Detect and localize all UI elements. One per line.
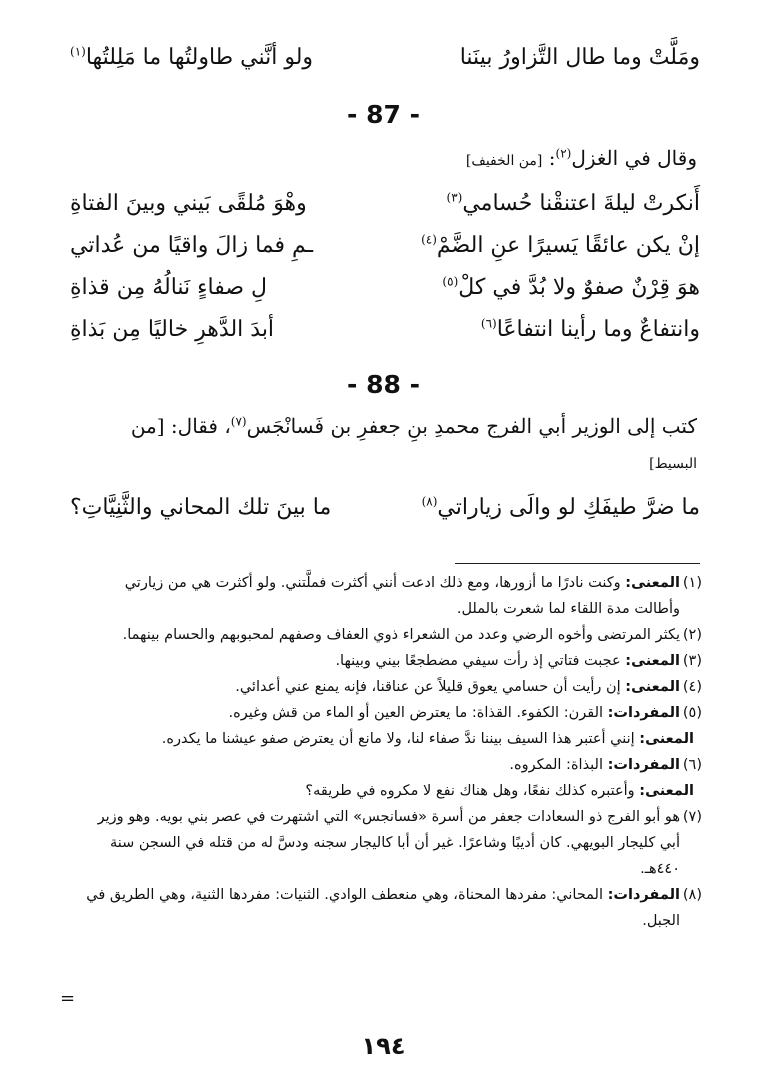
verse-first-hemistich: هوَ قِرْنٌ صفوٌ ولا بُدَّ في كلْ$^{(٥)}$ — [442, 274, 700, 300]
section-87-intro: وقال في الغزل$^{(٢)}$: [من الخفيف] — [465, 146, 697, 170]
verse-second-hemistich: ما بينَ تلك المحاني والثَّنِيَّاتِ؟ — [70, 495, 332, 520]
footnote: (٦) المفردات: البذاة: المكروه. — [509, 757, 702, 773]
footnote-ref[interactable]: (٣) — [446, 190, 463, 205]
verse-first-hemistich: إنْ يكن عائقًا يَسيرًا عنِ الضَّمْ$^{(٤)}$ — [421, 232, 700, 258]
verse-second-hemistich: لِ صفاءٍ نَنالُهُ مِن قذاةِ — [70, 275, 268, 300]
continuation-mark: = — [60, 988, 76, 1009]
footnote: (٧) هو أبو الفرج ذو السعادات جعفر من أسرة «فسانجس» التي اشتهرت في عصر بني بويه. وهو وزير أبي كليجار البويهي. كان أديبًا وشاعرًا. غير أن أبا كاليجار سجنه ودسَّ له من قتله في السجن سنة ٤٤٠هـ. — [97, 809, 702, 877]
page-number: ١٩٤ — [361, 1032, 406, 1060]
footnotes — [78, 570, 702, 934]
footnote-ref[interactable]: (٢) — [555, 146, 572, 161]
section-88-intro: كتب إلى الوزير أبي الفرج محمدِ بنِ جعفرِ بن فَسانْجَس$^{(٧)}$، فقال: [من — [130, 414, 697, 438]
verse-second-hemistich: ولو أنَّني طاولتُها ما مَلِلتُها$^{(١)}$ — [70, 44, 314, 70]
poetic-meter: البسيط] — [649, 456, 697, 472]
poem-verse — [70, 226, 700, 266]
footnote: (٢) يكثر المرتضى وأخوه الرضي وعدد من الشعراء ذوي العفاف وصفهم لمحبوبهم والحسام بينهما. — [122, 627, 702, 643]
poem-verse — [70, 268, 700, 308]
footnote: (٤) المعنى: إن رأيت أن حسامي يعوق قليلاً عن عناقنا، فإنه يمنع عني أعدائي. — [235, 679, 702, 695]
footnote-ref[interactable]: (٥) — [442, 274, 459, 289]
footnote-ref[interactable]: (٧) — [230, 414, 247, 429]
footnote: (١) المعنى: وكنت نادرًا ما أزورها، ومع ذلك ادعت أنني أكثرت فملَّتني. ولو أكثرت هي من زيارتي وأطالت مدة اللقاء لما شعرت بالملل. — [124, 575, 702, 617]
footnote-ref[interactable]: (٤) — [421, 232, 437, 247]
verse-first-hemistich: أَنكرتْ ليلةَ اعتنقْنا حُسامي$^{(٣)}$ — [446, 190, 700, 216]
verse-first-hemistich: ما ضرَّ طيفَكِ لو والَى زياراتي$^{(٨)}$ — [421, 494, 700, 520]
footnote: (٥) المفردات: القرن: الكفوء. القذاة: ما يعترض العين أو الماء من قش وغيره. — [228, 705, 702, 721]
poem-verse — [70, 184, 700, 224]
verse-second-hemistich: ـمِ فما زالَ واقيًا من عُداتي — [70, 233, 314, 258]
footnote-continuation: المعنى: وأعتبره كذلك نفعًا، وهل هناك نفع لا مكروه في طريقه؟ — [305, 783, 694, 799]
footnote: (٣) المعنى: عجبت فتاتي إذ رأت سيفي مضطجعًا بيني وبينها. — [335, 653, 702, 669]
section-number-87: - 87 - — [347, 100, 420, 129]
footnote-separator — [455, 563, 700, 564]
verse-first-hemistich: وانتفاعٌ وما رأينا انتفاعًا$^{(٦)}$ — [480, 316, 700, 342]
footnote-ref[interactable]: (٨) — [421, 494, 438, 509]
poem-verse-top — [70, 38, 700, 78]
poem-verse — [70, 310, 700, 350]
section-number-88: - 88 - — [347, 370, 420, 399]
verse-first-hemistich: ومَلَّتْ وما طال التَّزاورُ بينَنا — [459, 45, 700, 70]
verse-second-hemistich: أبدَ الدَّهرِ خاليًا مِن بَذاةِ — [70, 317, 275, 342]
footnote-ref[interactable]: (١) — [70, 44, 86, 59]
verse-second-hemistich: وهْوَ مُلقًى بَيني وبينَ الفتاةِ — [70, 191, 307, 216]
footnote: (٨) المفردات: المحاني: مفردها المحناة، وهي منعطف الوادي. الثنيات: مفردها الثنية، وهي الطريق في الجبل. — [86, 887, 702, 929]
footnote-ref[interactable]: (٦) — [480, 316, 497, 331]
footnote-continuation: المعنى: إنني أعتبر هذا السيف بيننا ندَّ صفاء لنا، ولا مانع أن يعترض صفو عيشنا ما يكدره. — [161, 731, 694, 747]
poetic-meter: [من الخفيف] — [465, 153, 543, 169]
poem-verse — [70, 488, 700, 528]
